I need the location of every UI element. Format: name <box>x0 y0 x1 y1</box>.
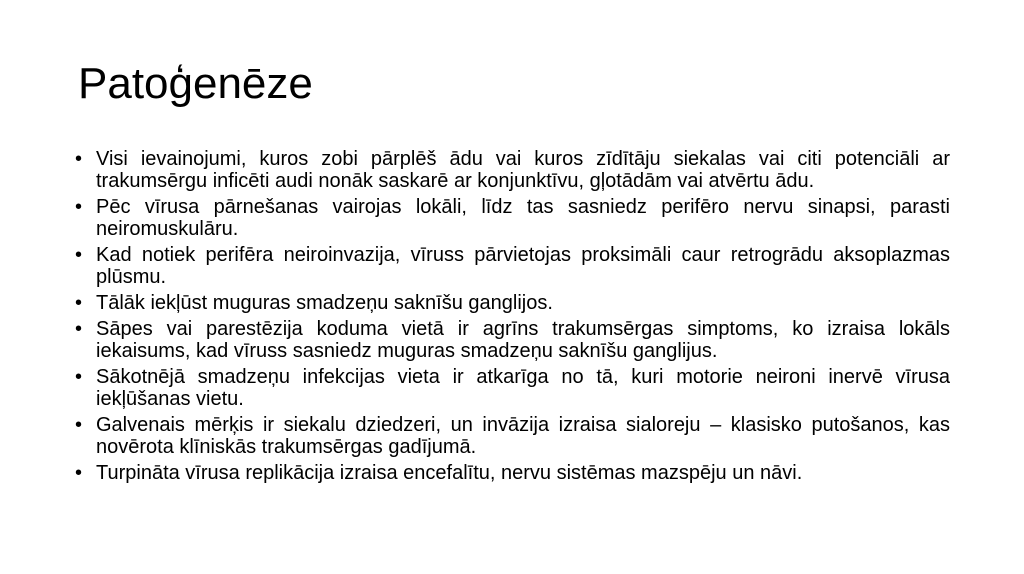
bullet-item <box>74 148 950 192</box>
bullet-text: Turpināta vīrusa replikācija izraisa encefalītu, nervu sistēmas mazspēju un nāvi. <box>96 462 803 484</box>
bullet-marker: • <box>75 292 83 314</box>
bullet-text: Sāpes vai parestēzija koduma vietā ir agrīns trakumsērgas simptoms, ko izraisa lokāls iekaisums, kad vīruss sasniedz muguras smadzeņu saknīšu ganglijus. <box>96 318 950 362</box>
bullet-text: Galvenais mērķis ir siekalu dziedzeri, un invāzija izraisa sialoreju – klasisko putošanos, kas novērota klīniskās trakumsērgas gadījumā. <box>96 414 950 458</box>
bullet-marker: • <box>75 366 83 388</box>
bullet-item <box>74 462 950 484</box>
bullet-item <box>74 366 950 410</box>
bullet-item <box>74 244 950 288</box>
bullet-text: Kad notiek perifēra neiroinvazija, vīruss pārvietojas proksimāli caur retrogrādu aksoplazmas plūsmu. <box>96 244 950 288</box>
bullet-marker: • <box>75 196 83 218</box>
bullet-marker: • <box>75 414 83 436</box>
bullet-marker: • <box>75 462 83 484</box>
bullet-list <box>74 148 950 488</box>
bullet-item <box>74 414 950 458</box>
bullet-marker: • <box>75 244 83 266</box>
bullet-marker: • <box>75 318 83 340</box>
bullet-text: Visi ievainojumi, kuros zobi pārplēš ādu vai kuros zīdītāju siekalas vai citi potenciāli ar trakumsērgu inficēti audi nonāk saskarē ar konjunktīvu, gļotādām vai atvērtu ādu. <box>96 148 950 192</box>
bullet-text: Tālāk iekļūst muguras smadzeņu saknīšu ganglijos. <box>96 292 553 314</box>
bullet-text: Sākotnējā smadzeņu infekcijas vieta ir atkarīga no tā, kuri motorie neironi inervē vīrusa iekļūšanas vietu. <box>96 366 950 410</box>
bullet-item <box>74 318 950 362</box>
slide-title: Patoģenēze <box>78 59 313 108</box>
bullet-marker: • <box>75 148 83 170</box>
bullet-text: Pēc vīrusa pārnešanas vairojas lokāli, līdz tas sasniedz perifēro nervu sinapsi, parasti neiromuskulāru. <box>96 196 950 240</box>
bullet-item <box>74 196 950 240</box>
bullet-item <box>74 292 950 314</box>
